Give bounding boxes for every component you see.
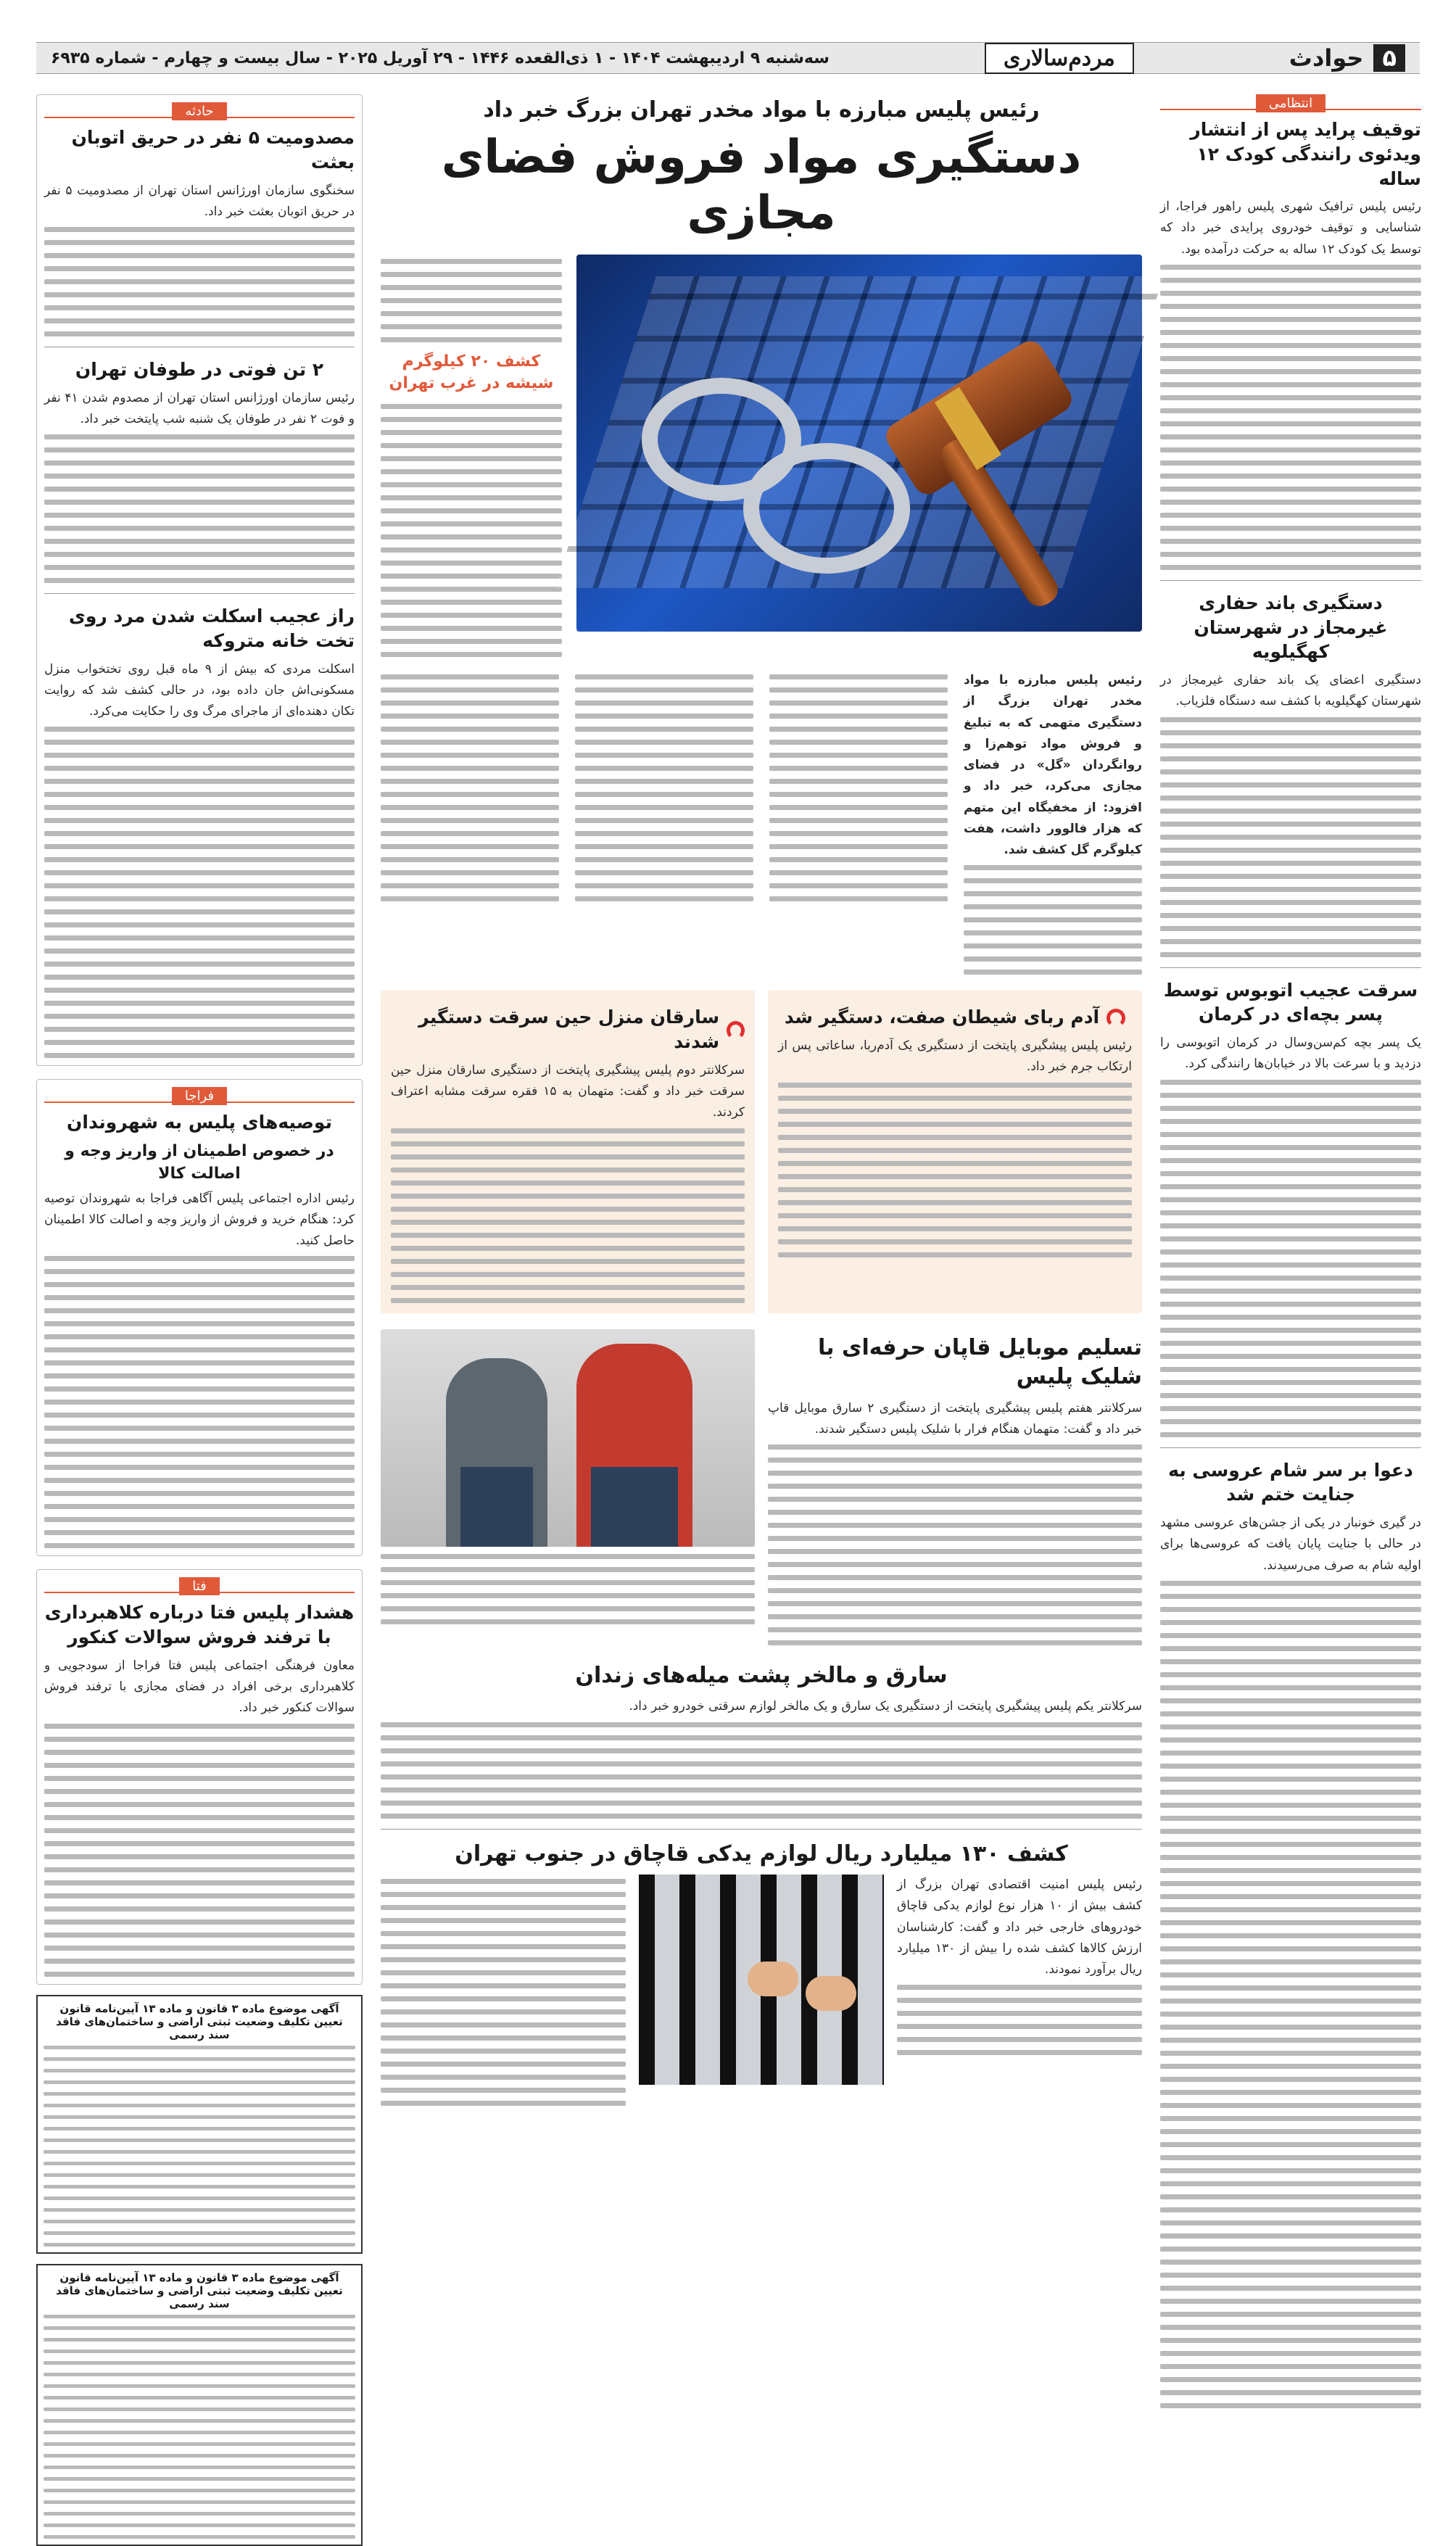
article-lead: اسکلت مردی که بیش از ۹ ماه قبل روی تختخواب منزل مسکونی‌اش جان داده بود، در حالی کشف شد که روایت تکان دهنده‌ای از ماجرای مرگ وی را حکایت می‌کرد. [44,661,355,719]
section-name: حوادث [1289,44,1364,72]
article-body [44,1724,355,1977]
suspects-photo [381,1329,755,1547]
article-lead: در گیری خونبار در یکی از جشن‌های عروسی مشهد در حالی با جنایت پایان یافت که عروسی‌ها برای اولیه شام به صرف می‌رسیدند. [1160,1516,1421,1573]
article-body [768,1444,1142,1645]
left-column [36,94,363,2310]
lead-paragraph: رئیس پلیس مبارزه با مواد مخدر تهران بزرگ از دستگیری متهمی که به تبلیغ و فروش مواد توهم‌زا و روانگردان «گل» در فضای مجازی می‌کرد، خبر داد و افزود: از مخفیگاه این متهم که هزار فالوور داشت، هفت کیلوگرم گل کشف شد. [964,673,1142,858]
article-body [1160,1080,1421,1437]
notice-title: آگهی موضوع ماده ۳ قانون و ماده ۱۳ آیین‌نامه قانون تعیین تکلیف وضعیت ثبتی اراضی و ساختمان‌های فاقد سند رسمی [56,2001,343,2041]
article-title: دعوا بر سر شام عروسی به جنایت ختم شد [1168,1459,1413,1505]
article-body [1160,265,1421,570]
article-lead: رئیس سازمان اورژانس استان تهران از مصدوم شدن ۴۱ نفر و فوت ۲ نفر در طوفان یک شنبه شب پایتخت خبر داد. [44,390,355,426]
prison-bars-photo [639,1875,884,2085]
date-line: سه‌شنبه ۹ اردیبهشت ۱۴۰۴ - ۱ ذی‌القعده ۱۴۴۶ - ۲۹ آوریل ۲۰۲۵ - سال بیست و چهارم - شماره ۶۹۳۵ [51,49,830,67]
page-number: ۵ [1373,44,1405,72]
article-title: کشف ۱۳۰ میلیارد ریال لوازم یدکی قاچاق در جنوب تهران [455,1840,1068,1867]
article-subtitle: در خصوص اطمینان از واریز وجه و اصالت کالا [65,1142,334,1183]
article-title: سرقت عجیب اتوبوس توسط پسر بچه‌ای در کرمان [1163,979,1418,1025]
article-body [381,404,562,657]
article-body [44,434,355,583]
category-tag: انتظامی [1256,94,1325,112]
article-lead: سرکلانتر دوم پلیس پیشگیری پایتخت از دستگیری سارقان منزل حین سرقت خبر داد و گفت: متهمان به ۱۵ فقره سرقت مشابه اعتراف کردند. [391,1062,745,1120]
article-body [44,227,355,336]
article-lead: رئیس پلیس ترافیک شهری پلیس راهور فراجا، از شناسایی و توقیف خودروی پرایدی خبر داد که توسط یک کودک ۱۲ ساله به حرکت درآمده بود. [1160,199,1421,257]
legal-notice [36,2264,363,2546]
page-header [36,42,1420,74]
category-tag: فراجا [172,1087,227,1105]
article-body [44,1256,355,1548]
article-body [897,1985,1142,2055]
article-title: توقیف پراید پس از انتشار ویدئوی رانندگی کودک ۱۲ ساله [1190,119,1421,189]
article-body [778,1083,1132,1257]
article-lead: سرکلانتر یکم پلیس پیشگیری پایتخت از دستگیری یک سارق و یک مالخر لوازم سرقتی خودرو خبر داد. [629,1699,1142,1714]
article-title: توصیه‌های پلیس به شهروندان [67,1112,332,1133]
news-bullet-icon [1107,1009,1125,1028]
category-tag: فتا [179,1577,220,1595]
article-body [391,1128,745,1303]
article-title: هشدار پلیس فتا درباره کلاهبرداری با ترفند فروش سوالات کنکور [44,1602,355,1648]
news-box [381,991,755,1313]
section-title [1289,44,1405,72]
article-body [381,674,559,901]
article-lead: سخنگوی سازمان اورژانس استان تهران از مصدومیت ۵ نفر در حریق اتوبان بعثت خبر داد. [44,183,355,219]
main-headline: دستگیری مواد فروش فضای مجازی [441,131,1082,240]
news-bullet-icon [727,1021,745,1040]
article-lead: رئیس پلیس پیشگیری پایتخت از دستگیری یک آدم‌ربا، ساعاتی پس از ارتکاب جرم خبر داد. [778,1038,1132,1075]
article-lead: دستگیری اعضای یک باند حفاری غیرمجاز در شهرستان کهگیلویه با کشف سه دستگاه فلزیاب. [1160,673,1421,709]
pull-quote: کشف ۲۰ کیلوگرم شیشه در غرب تهران [389,352,554,393]
article-body [381,1879,626,2106]
article-title: ۲ تن فوتی در طوفان تهران [75,358,324,380]
notice-title: آگهی موضوع ماده ۳ قانون و ماده ۱۳ آیین‌نامه قانون تعیین تکلیف وضعیت ثبتی اراضی و ساختمان‌های فاقد سند رسمی [56,2270,343,2310]
news-box [36,1569,363,1984]
newspaper-logo: مردم‌سالاری [985,43,1134,74]
article-body [1160,1581,1421,2408]
headline-kicker: رئیس پلیس مبارزه با مواد مخدر تهران بزرگ خبر داد [483,97,1040,123]
article-title: تسلیم موبایل قاپان حرفه‌ای با شلیک پلیس [817,1334,1142,1389]
article-title: راز عجیب اسکلت شدن مرد روی تخت خانه متروکه [68,605,355,651]
article-body [44,727,355,1058]
news-box [768,991,1142,1313]
handcuffs-gavel-photo [576,255,1142,632]
right-column [1160,94,1421,2284]
legal-notice [36,1995,363,2254]
news-box [36,94,363,1066]
article-title: سارقان منزل حین سرقت دستگیر شدند [418,1007,720,1053]
news-box [36,1079,363,1556]
article-body [381,259,562,342]
article-lead: یک پسر بچه کم‌سن‌وسال در کرمان اتوبوسی را دزدید و با سرعت بالا در خیابان‌ها رانندگی کرد. [1160,1036,1421,1072]
article-body [381,1722,1142,1819]
article-lead: سرکلانتر هفتم پلیس پیشگیری پایتخت از دستگیری ۲ سارق موبایل قاپ خبر داد و گفت: متهمان هنگام فرار با شلیک پلیس دستگیر شدند. [768,1400,1143,1437]
article-body [769,674,948,901]
article-title: دستگیری باند حفاری غیرمجاز در شهرستان کهگیلویه [1194,592,1388,663]
article-lead: معاون فرهنگی اجتماعی پلیس فتا فراجا از سودجویی و کلاهبرداری برخی افراد در فضای مجازی با ترفند فروش سوالات کنکور خبر داد. [44,1658,355,1716]
category-tag: حادثه [172,102,226,120]
article-lead: رئیس اداره اجتماعی پلیس آگاهی فراجا به شهروندان توصیه کرد: هنگام خرید و فروش از واریز وجه و اصالت کالا اطمینان حاصل کنید. [44,1191,355,1249]
main-story-area [381,94,1142,2284]
article-title: سارق و مالخر پشت میله‌های زندان [575,1662,948,1688]
article-title: مصدومیت ۵ نفر در حریق اتوبان بعثت [71,127,355,173]
article-title: آدم ربای شیطان صفت، دستگیر شد [784,1007,1100,1028]
article-body [575,674,753,901]
article-lead: رئیس پلیس امنیت اقتصادی تهران بزرگ از کشف بیش از ۱۰ هزار نوع لوازم یدکی قاچاق خودروهای خارجی خبر داد و گفت: کارشناسان ارزش کالاها کشف شده را بیش از ۱۳۰ میلیارد ریال برآورد نمودند. [897,1877,1142,1977]
article-body [1160,717,1421,957]
